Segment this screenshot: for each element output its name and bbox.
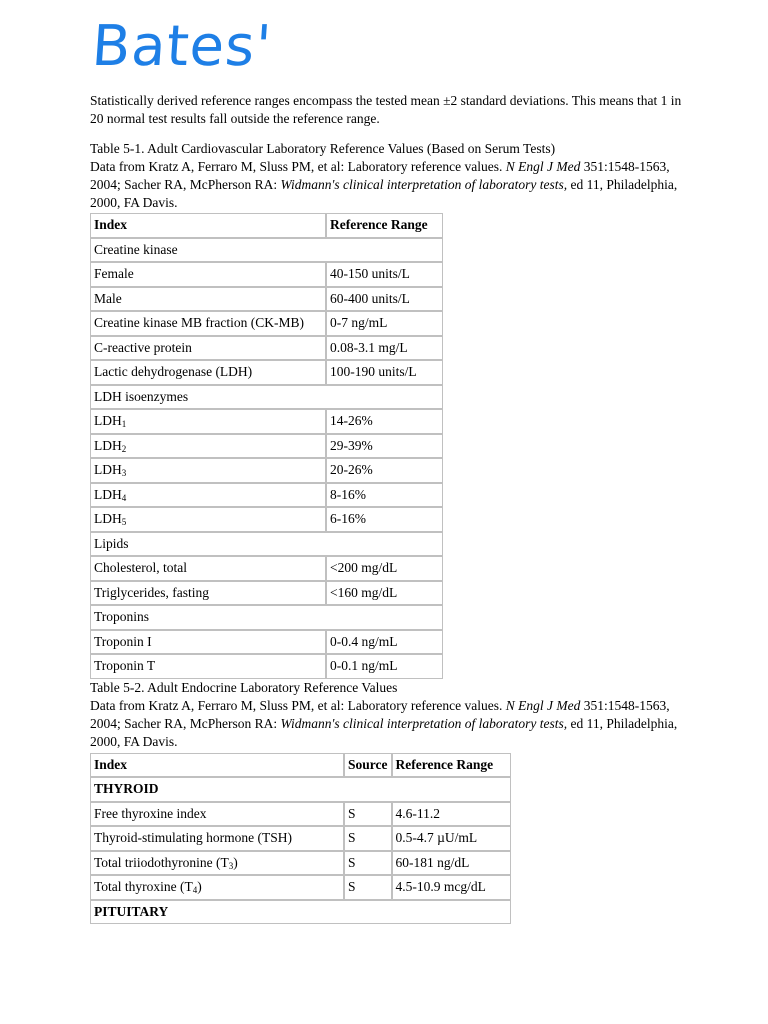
reference-range-cell: <200 mg/dL <box>326 556 443 581</box>
index-cell <box>90 507 326 532</box>
table1-source-journal: N Engl J Med <box>505 159 581 174</box>
index-subscript: 2 <box>121 443 127 454</box>
table-row <box>90 262 443 287</box>
index-cell <box>90 654 326 679</box>
index-cell <box>90 630 326 655</box>
reference-range-cell: 0-7 ng/mL <box>326 311 443 336</box>
table-header-row <box>90 213 443 238</box>
index-subscript: 1 <box>121 419 127 430</box>
section-header-cell: THYROID <box>90 777 511 802</box>
index-text: LDH <box>94 511 122 527</box>
index-text: Thyroid-stimulating hormone (TSH) <box>94 830 292 846</box>
table2-source-mid: 351:1548-1563, 2004; Sacher RA, McPherson RA: <box>90 697 670 731</box>
index-text: Troponin I <box>94 633 152 649</box>
reference-range-cell: 0-0.1 ng/mL <box>326 654 443 679</box>
table-row <box>90 507 443 532</box>
table-row <box>90 311 443 336</box>
table-row <box>90 385 443 410</box>
reference-range-cell: 60-181 ng/dL <box>392 851 512 876</box>
index-subscript: 3 <box>121 468 127 479</box>
table-row <box>90 287 443 312</box>
cardiovascular-reference-table <box>90 213 443 679</box>
reference-range-cell: 100-190 units/L <box>326 360 443 385</box>
reference-range-cell: 8-16% <box>326 483 443 508</box>
index-text: LDH <box>94 437 122 453</box>
index-cell <box>90 262 326 287</box>
table2-title: Table 5-2. Adult Endocrine Laboratory Reference Values <box>90 679 398 695</box>
index-cell <box>90 875 344 900</box>
table-header-row <box>90 753 511 778</box>
index-text: Creatine kinase MB fraction (CK-MB) <box>94 315 304 331</box>
column-header-source: Source <box>344 753 392 778</box>
column-header-reference-range: Reference Range <box>326 213 443 238</box>
reference-range-cell: 6-16% <box>326 507 443 532</box>
index-cell <box>90 409 326 434</box>
reference-range-cell: 60-400 units/L <box>326 287 443 312</box>
table-row <box>90 532 443 557</box>
section-header-cell: PITUITARY <box>90 900 511 925</box>
table-row <box>90 605 443 630</box>
index-cell <box>90 581 326 606</box>
index-subscript: 4 <box>121 492 127 503</box>
group-label-cell: LDH isoenzymes <box>90 385 443 410</box>
index-cell <box>90 483 326 508</box>
table2-source-journal: N Engl J Med <box>505 697 581 713</box>
handwritten-annotation: Bates' <box>89 14 274 79</box>
index-text: Total triiodothyronine (T <box>94 854 229 870</box>
table2-source-book: Widmann's clinical interpretation of laboratory tests, <box>280 715 568 731</box>
index-cell <box>90 360 326 385</box>
table-row <box>90 826 511 851</box>
table-row <box>90 900 511 925</box>
table-row <box>90 851 511 876</box>
table-row <box>90 238 443 263</box>
column-header-index: Index <box>90 213 326 238</box>
index-text: LDH <box>94 413 122 429</box>
reference-range-cell: 29-39% <box>326 434 443 459</box>
table-row <box>90 434 443 459</box>
reference-range-cell: 20-26% <box>326 458 443 483</box>
source-cell: S <box>344 826 392 851</box>
index-text: Male <box>94 290 122 306</box>
index-suffix: ) <box>197 879 202 895</box>
index-suffix: ) <box>233 854 238 870</box>
table2-source-post: ed 11, Philadelphia, 2000, FA Davis. <box>90 715 678 749</box>
table2-caption <box>90 679 690 751</box>
intro-paragraph: Statistically derived reference ranges encompass the tested mean ±2 standard deviations. This means that 1 in 20 normal test results fall outside the reference range. <box>90 93 682 126</box>
index-text: C-reactive protein <box>94 339 192 355</box>
table1-source-mid: 351:1548-1563, 2004; Sacher RA, McPherson RA: <box>90 159 670 192</box>
table-row <box>90 777 511 802</box>
group-label-cell: Troponins <box>90 605 443 630</box>
index-text: LDH <box>94 486 122 502</box>
index-text: Lactic dehydrogenase (LDH) <box>94 364 253 380</box>
source-cell: S <box>344 851 392 876</box>
index-cell <box>90 851 344 876</box>
reference-range-cell: <160 mg/dL <box>326 581 443 606</box>
index-cell <box>90 458 326 483</box>
reference-range-cell: 0-0.4 ng/mL <box>326 630 443 655</box>
index-cell <box>90 434 326 459</box>
reference-range-cell: 40-150 units/L <box>326 262 443 287</box>
index-cell <box>90 311 326 336</box>
index-subscript: 4 <box>192 885 198 896</box>
group-label-cell: Creatine kinase <box>90 238 443 263</box>
table-row <box>90 458 443 483</box>
index-text: Troponin T <box>94 658 156 674</box>
table1-source-pre: Data from Kratz A, Ferraro M, Sluss PM, et al: Laboratory reference values. <box>90 159 506 174</box>
table1-source-post: ed 11, Philadelphia, 2000, FA Davis. <box>90 177 678 210</box>
table1-caption <box>90 140 690 212</box>
column-header-index: Index <box>90 753 344 778</box>
source-cell: S <box>344 802 392 827</box>
table-row <box>90 556 443 581</box>
index-cell <box>90 826 344 851</box>
index-cell <box>90 287 326 312</box>
source-cell: S <box>344 875 392 900</box>
reference-range-cell: 0.08-3.1 mg/L <box>326 336 443 361</box>
reference-range-cell: 14-26% <box>326 409 443 434</box>
table2-body <box>90 777 511 924</box>
index-text: LDH <box>94 462 122 478</box>
table-row <box>90 409 443 434</box>
table1-source <box>90 158 690 212</box>
index-text: Triglycerides, fasting <box>94 584 209 600</box>
column-header-reference-range: Reference Range <box>392 753 512 778</box>
reference-range-cell: 4.6-11.2 <box>392 802 512 827</box>
index-text: Cholesterol, total <box>94 560 187 576</box>
reference-range-cell: 4.5-10.9 mcg/dL <box>392 875 512 900</box>
table-row <box>90 630 443 655</box>
table2-source <box>90 697 690 751</box>
table-row <box>90 581 443 606</box>
index-text: Total thyroxine (T <box>94 879 193 895</box>
group-label-cell: Lipids <box>90 532 443 557</box>
index-text: Female <box>94 266 134 282</box>
table1-title: Table 5-1. Adult Cardiovascular Laboratory Reference Values (Based on Serum Tests) <box>90 141 556 156</box>
index-subscript: 5 <box>121 517 127 528</box>
table-row <box>90 654 443 679</box>
endocrine-reference-table <box>90 753 511 925</box>
table-row <box>90 875 511 900</box>
table2-source-pre: Data from Kratz A, Ferraro M, Sluss PM, et al: Laboratory reference values. <box>90 697 506 713</box>
table-row <box>90 336 443 361</box>
index-text: Free thyroxine index <box>94 805 207 821</box>
index-cell <box>90 336 326 361</box>
reference-range-cell: 0.5-4.7 µU/mL <box>392 826 512 851</box>
index-subscript: 3 <box>228 860 234 871</box>
table-row <box>90 360 443 385</box>
table1-source-book: Widmann's clinical interpretation of laboratory tests, <box>280 177 568 192</box>
index-cell <box>90 556 326 581</box>
table-row <box>90 802 511 827</box>
table1-body <box>90 238 443 679</box>
document-body <box>90 92 690 924</box>
table-row <box>90 483 443 508</box>
index-cell <box>90 802 344 827</box>
